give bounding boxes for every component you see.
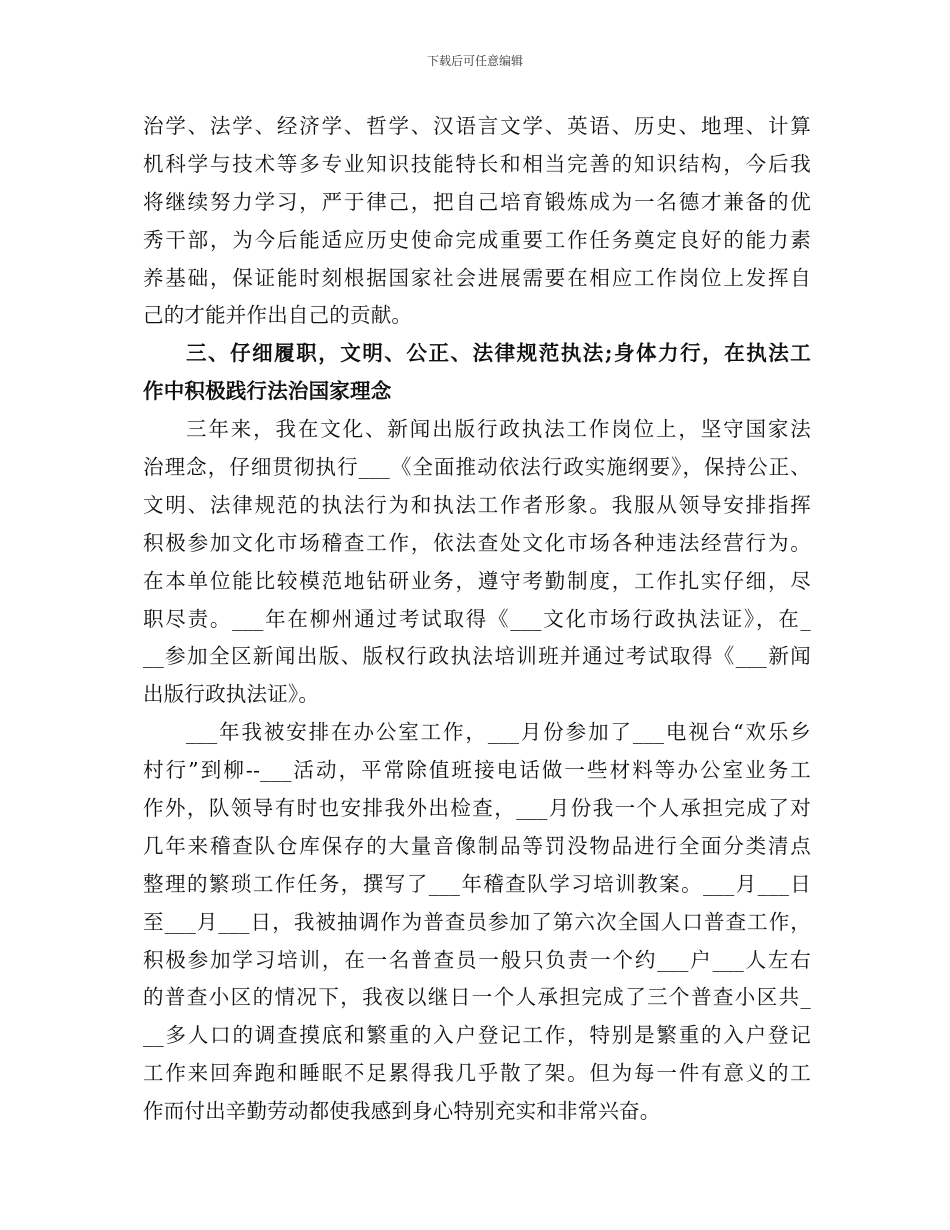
body-text-line: 作而付出辛勤劳动都使我感到身心特别充实和非常兴奋。 [143,1099,661,1124]
body-text-line: 的普查小区的情况下，我夜以继日一个人承担完成了三个普查小区共_ [143,985,811,1010]
body-text-line: __参加全区新闻出版、版权行政执法培训班并通过考试取得《___新闻 [143,644,811,669]
body-text-line: 将继续努力学习，严于律己，把自己培育锻炼成为一名德才兼备的优 [143,189,811,214]
body-text-line: 工作来回奔跑和睡眠不足累得我几乎散了架。但为每一件有意义的工 [143,1061,811,1086]
body-text-line: __多人口的调查摸底和繁重的入户登记工作，特别是繁重的入户登记 [143,1023,811,1048]
body-text-line: 出版行政执法证》。 [143,682,320,707]
body-text-line: 整理的繁琐工作任务，撰写了___年稽查队学习培训教案。___月___日 [143,871,811,896]
body-text-line: 职尽责。___年在柳州通过考试取得《___文化市场行政执法证》，在_ [143,606,811,631]
body-text-line: 三年来，我在文化、新闻出版行政执法工作岗位上，坚守国家法 [186,417,811,442]
section-heading-line: 三、仔细履职，文明、公正、法律规范执法;身体力行，在执法工 [186,341,811,366]
body-text-line: 几年来稽查队仓库保存的大量音像制品等罚没物品进行全面分类清点 [143,833,811,858]
body-text-line: 己的才能并作出自己的贡献。 [143,303,413,328]
section-heading-line: 作中积极践行法治国家理念 [143,379,392,404]
body-text-line: 作外，队领导有时也安排我外出检查，___月份我一个人承担完成了对 [143,796,811,821]
page-header: 下载后可任意编辑 [426,54,523,68]
body-text-line: 治理念，仔细贯彻执行___《全面推动依法行政实施纲要》，保持公正、 [143,455,811,480]
body-text-line: 村行”到柳--___活动，平常除值班接电话做一些材料等办公室业务工 [143,758,811,783]
body-text-line: 至___月___日，我被抽调作为普查员参加了第六次全国人口普查工作， [143,909,811,934]
body-text-line: 积极参加文化市场稽查工作，依法查处文化市场各种违法经营行为。 [143,530,811,555]
body-text-line: 机科学与技术等多专业知识技能特长和相当完善的知识结构，今后我 [143,151,811,176]
document-body [143,108,811,1131]
body-text-line: 治学、法学、经济学、哲学、汉语言文学、英语、历史、地理、计算 [143,114,811,138]
body-text-line: ___年我被安排在办公室工作，___月份参加了___电视台“欢乐乡 [186,720,811,745]
body-text-line: 养基础，保证能时刻根据国家社会进展需要在相应工作岗位上发挥自 [143,265,811,290]
body-text-line: 秀干部，为今后能适应历史使命完成重要工作任务奠定良好的能力素 [143,227,811,252]
body-text-line: 文明、法律规范的执法行为和执法工作者形象。我服从领导安排指挥 [143,492,811,517]
body-text-line: 积极参加学习培训，在一名普查员一般只负责一个约___户___人左右 [143,947,811,972]
body-text-line: 在本单位能比较模范地钻研业务，遵守考勤制度，工作扎实仔细，尽 [143,568,811,593]
